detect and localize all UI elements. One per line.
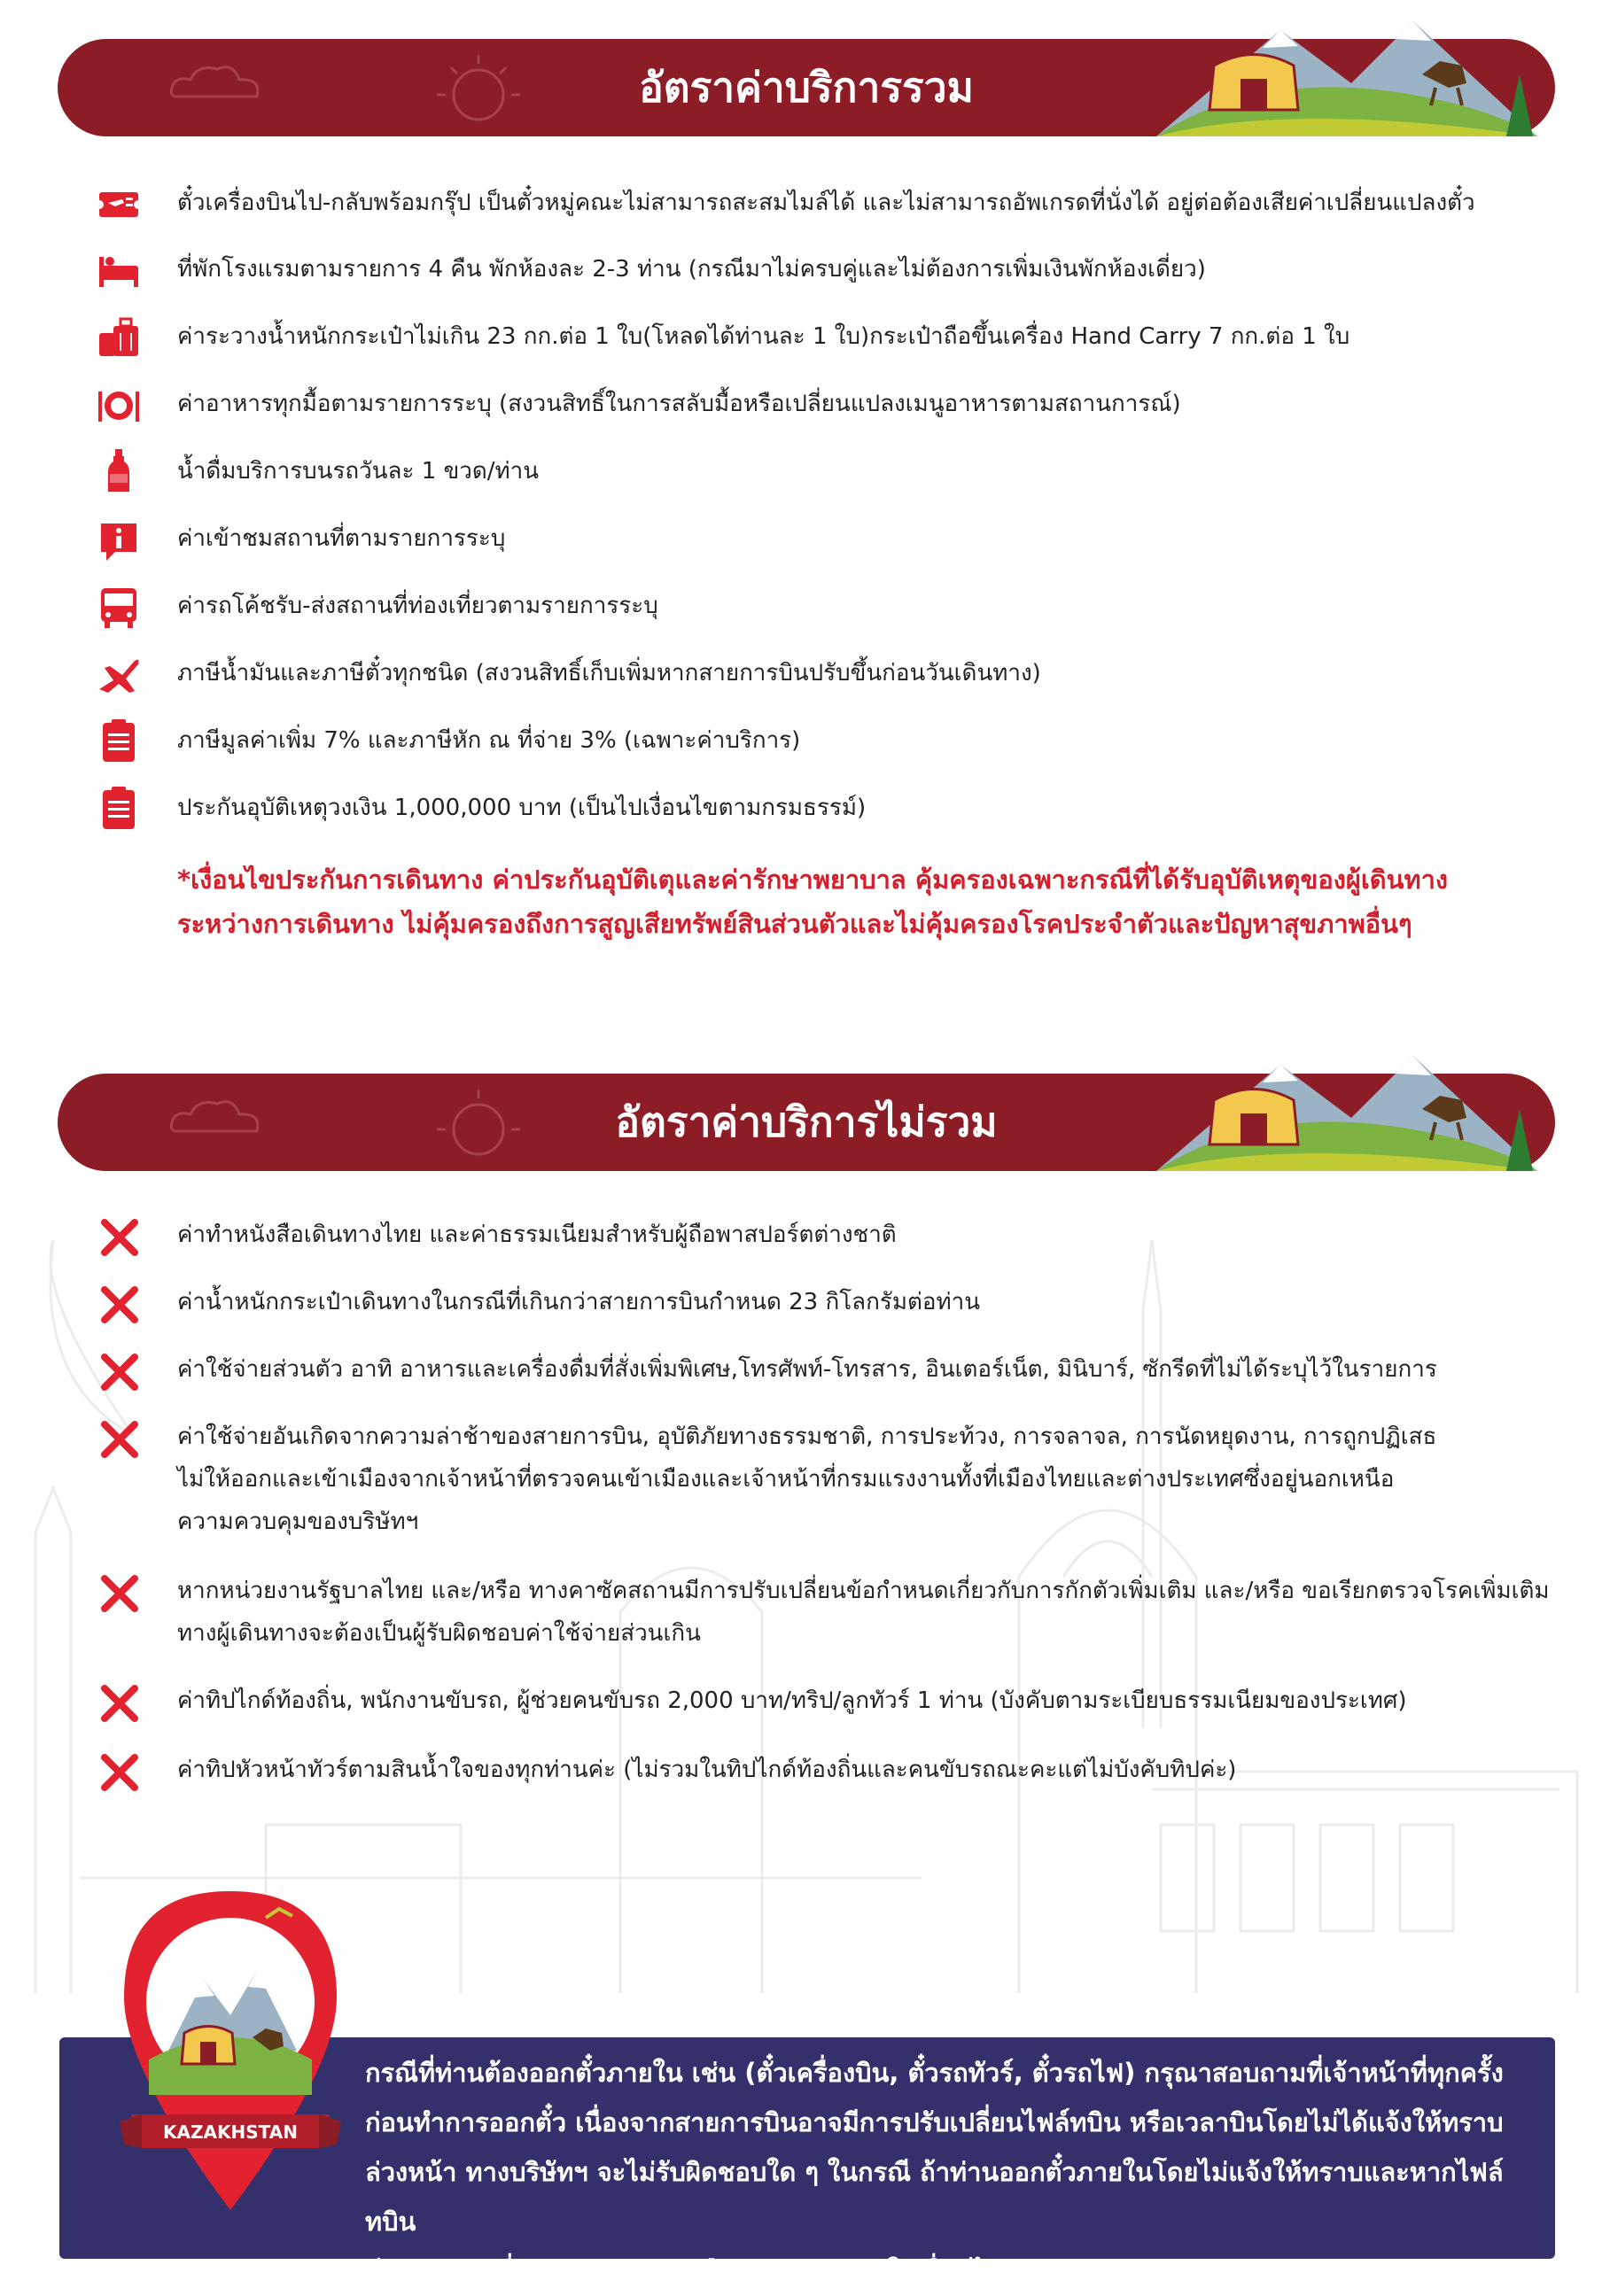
kazakhstan-pin-badge [115, 1882, 346, 2219]
sun-outline-icon [430, 1081, 527, 1169]
included-item-tax: ภาษีน้ำมันและภาษีตั๋วทุกชนิด (สงวนสิทธิ์เก็บเพิ่มหากสายการบินปรับขึ้นก่อนวันเดินทาง) [177, 660, 1041, 686]
cross-icon [99, 1284, 140, 1325]
kazakhstan-badge-label: KAZAKHSTAN [163, 2121, 298, 2143]
included-item-vat: ภาษีมูลค่าเพิ่ม 7% และภาษีหัก ณ ที่จ่าย 3% (เฉพาะค่าบริการ) [177, 727, 801, 754]
cross-icon [99, 1573, 140, 1614]
included-item-coach: ค่ารถโค้ชรับ-ส่งสถานที่ท่องเที่ยวตามรายการระบุ [177, 593, 658, 619]
excluded-item-quarantine-line-2: ทางผู้เดินทางจะต้องเป็นผู้รับผิดชอบค่าใช้จ่ายส่วนเกิน [177, 1620, 701, 1647]
excluded-title: อัตราค่าบริการไม่รวม [615, 1098, 998, 1146]
cross-icon [99, 1752, 140, 1793]
excluded-item-baggage: ค่าน้ำหนักกระเป๋าเดินทางในกรณีที่เกินกว่าสายการบินกำหนด 23 กิโลกรัมต่อท่าน [177, 1289, 980, 1315]
sun-outline-icon [430, 46, 527, 135]
info-icon [96, 518, 142, 564]
bus-icon [96, 585, 142, 631]
included-item-meal: ค่าอาหารทุกมื้อตามรายการระบุ (สงวนสิทธิ์ในการสลับมื้อหรือเปลี่ยนแปลงเมนูอาหารตามสถานการณ์) [177, 391, 1181, 417]
insurance-note-line-1: *เงื่อนไขประกันการเดินทาง ค่าประกันอุบัติเตุและค่ารักษาพยาบาล คุ้มครองเฉพาะกรณีที่ได้รับอุบัติเหตุของผู้เดินทาง [177, 865, 1449, 895]
cross-icon [99, 1352, 140, 1392]
included-item-hotel: ที่พักโรงแรมตามรายการ 4 คืน พักห้องละ 2-3 ท่าน (กรณีมาไม่ครบคู่และไม่ต้องการเพิ่มเงินพักห้องเดี่ยว) [177, 256, 1206, 283]
excluded-banner [58, 1074, 1555, 1171]
kazakh-landscape-illustration [1156, 1047, 1537, 1171]
excluded-item-guide-tip: ค่าทิปไกด์ท้องถิ่น, พนักงานขับรถ, ผู้ช่วยคนขับรถ 2,000 บาท/ทริป/ลูกทัวร์ 1 ท่าน (บังคับตามระเบียบธรรมเนียมของประเทศ) [177, 1687, 1407, 1714]
included-item-insurance: ประกันอุบัติเหตุวงเงิน 1,000,000 บาท (เป็นไปเงื่อนไขตามกรมธรรม์) [177, 795, 867, 821]
included-item-admission: ค่าเข้าชมสถานที่ตามรายการระบุ [177, 525, 506, 552]
footer-line-3: ล่วงหน้า ทางบริษัทฯ จะไม่รับผิดชอบใด ๆ ในกรณี ถ้าท่านออกตั๋วภายในโดยไม่แจ้งให้ทราบและหากไฟล์ทบิน [365, 2157, 1504, 2237]
cross-icon [99, 1419, 140, 1460]
cross-icon [99, 1217, 140, 1258]
footer-notice-text [365, 2048, 1535, 2296]
included-item-water: น้ำดื่มบริการบนรถวันละ 1 ขวด/ท่าน [177, 458, 540, 485]
clipboard-icon [96, 785, 142, 831]
insurance-note-line-2: ระหว่างการเดินทาง ไม่คุ้มครองถึงการสูญเสียทรัพย์สินส่วนตัวและไม่คุ้มครองโรคประจำตัวและปัญหาสุขภาพอื่นๆ [177, 909, 1412, 939]
excluded-item-delay-line-3: ความควบคุมของบริษัทฯ [177, 1509, 419, 1535]
included-item-luggage: ค่าระวางน้ำหนักกระเป๋าไม่เกิน 23 กก.ต่อ 1 ใบ(โหลดได้ท่านละ 1 ใบ)กระเป๋าถือขึ้นเครื่อง Hand Carry 7 กก.ต่อ 1 ใบ [177, 323, 1350, 350]
included-item-ticket: ตั๋วเครื่องบินไป-กลับพร้อมกรุ๊ป เป็นตั๋วหมู่คณะไม่สามารถสะสมไมล์ได้ และไม่สามารถอัพเกรดที่นั่งได้ อยู่ต่อต้องเสียค่าเปลี่ยนแปลงตั๋ว [177, 190, 1475, 216]
luggage-icon [96, 315, 142, 361]
excluded-item-delay-line-2: ไม่ให้ออกและเข้าเมืองจากเจ้าหน้าที่ตรวจคนเข้าเมืองและเจ้าหน้าที่กรมแรงงานทั้งที่เมืองไทยและต่างประเทศซึ่งอยู่นอกเหนือ [177, 1466, 1395, 1493]
excluded-item-delay-line-1: ค่าใช้จ่ายอันเกิดจากความล่าช้าของสายการบิน, อุบัติภัยทางธรรมชาติ, การประท้วง, การจลาจล, การนัดหยุดงาน, การถูกปฏิเสธ [177, 1423, 1437, 1450]
excluded-item-personal: ค่าใช้จ่ายส่วนตัว อาทิ อาหารและเครื่องดื่มที่สั่งเพิ่มพิเศษ,โทรศัพท์-โทรสาร, อินเตอร์เน็ต, มินิบาร์, ซักรีดที่ไม่ได้ระบุไว้ในรายการ [177, 1356, 1437, 1383]
clipboard-icon [96, 718, 142, 764]
cross-icon [99, 1683, 140, 1724]
airplane-icon [96, 654, 142, 700]
kazakh-landscape-illustration [1156, 12, 1537, 136]
ticket-icon [96, 182, 142, 228]
footer-line-1: กรณีที่ท่านต้องออกตั๋วภายใน เช่น (ตั๋วเครื่องบิน, ตั๋วรถทัวร์, ตั๋วรถไฟ) กรุณาสอบถามที่เจ้าหน้าที่ทุกครั้ง [365, 2058, 1504, 2088]
cloud-outline-icon [164, 1091, 270, 1144]
meal-icon [96, 383, 142, 429]
excluded-item-passport: ค่าทำหนังสือเดินทางไทย และค่าธรรมเนียมสำหรับผู้ถือพาสปอร์ตต่างชาติ [177, 1222, 897, 1248]
footer-line-2: ก่อนทำการออกตั๋ว เนื่องจากสายการบินอาจมีการปรับเปลี่ยนไฟล์ทบิน หรือเวลาบินโดยไม่ได้แจ้งให้ทราบ [365, 2107, 1504, 2137]
excluded-item-quarantine-line-1: หากหน่วยงานรัฐบาลไทย และ/หรือ ทางคาซัคสถานมีการปรับเปลี่ยนข้อกำหนดเกี่ยวกับการกักตัวเพิ่มเติม และ/หรือ ขอเรียกตรวจโรคเพิ่มเติม [177, 1578, 1550, 1604]
included-banner [58, 39, 1555, 136]
included-title: อัตราค่าบริการรวม [639, 63, 974, 112]
footer-line-4: มีการปรับเปลี่ยนเวลาบินเพราะถือว่าท่านยอมรับในเงื่อนไขดังกล่าว [365, 2256, 1092, 2286]
cloud-outline-icon [164, 57, 270, 110]
excluded-item-leader-tip: ค่าทิปหัวหน้าทัวร์ตามสินน้ำใจของทุกท่านค่ะ (ไม่รวมในทิปไกด์ท้องถิ่นและคนขับรถณะคะแต่ไม่บังคับทิปค่ะ) [177, 1757, 1237, 1783]
water-bottle-icon [96, 447, 142, 493]
hotel-bed-icon [96, 248, 142, 294]
